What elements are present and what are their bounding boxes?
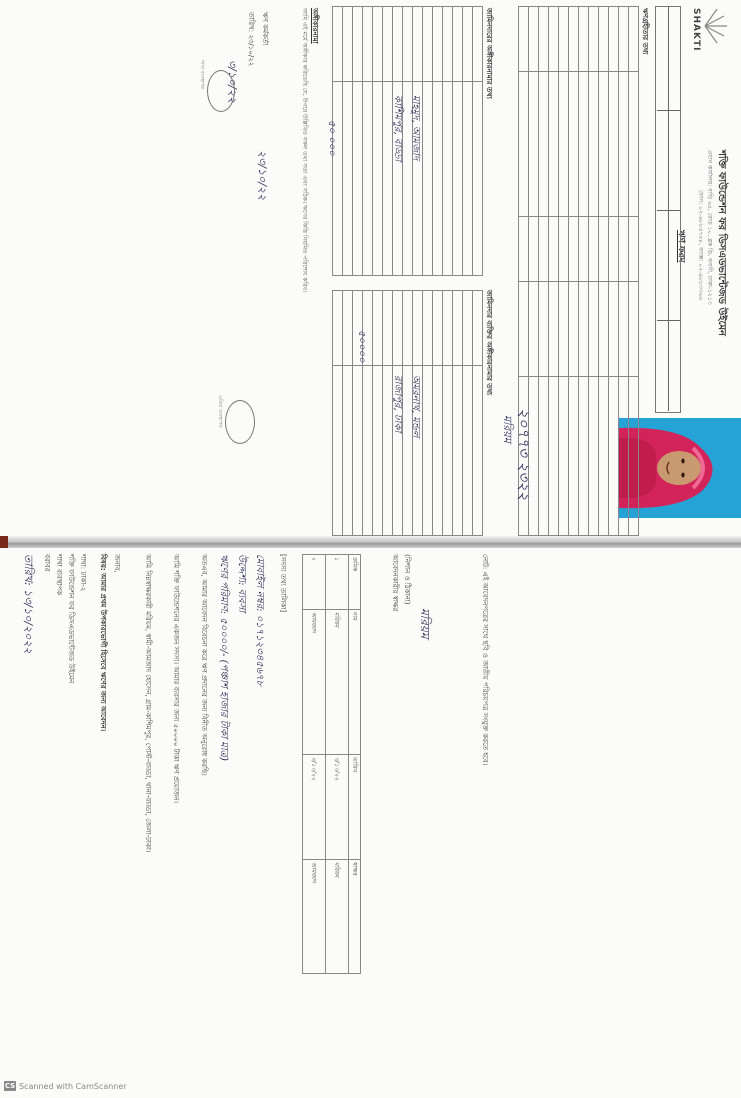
brand-name: SHAKTI bbox=[691, 8, 701, 52]
guarantor2-address: রাজাপুর, ঢাকা bbox=[392, 375, 403, 433]
section-guarantor-person: জামিনদার ব্যক্তির অঙ্গীকারনামার তথ্য bbox=[485, 290, 493, 396]
table-row bbox=[589, 7, 599, 536]
section-borrower-info: ঋণগ্রহীতার তথ্য bbox=[641, 8, 649, 55]
borrower-table bbox=[518, 6, 639, 536]
table-row bbox=[629, 7, 639, 536]
table-row bbox=[549, 7, 559, 536]
header-divider bbox=[668, 6, 669, 411]
branch-stamp-label: শাখা ব্যবস্থাপক bbox=[199, 60, 205, 90]
letter-body-3: অতএব, আমার আবেদন বিবেচনা করে ঋণ প্রদানের জন্য বিনীত অনুরোধ করছি। bbox=[200, 554, 208, 776]
officer-label: ঋণ কর্মকর্তা bbox=[261, 12, 269, 46]
declaration-text: আমি এই মর্মে অঙ্গীকার করিতেছি যে, উপরে উল্লিখিত সকল তথ্য সত্য এবং সঠিক। ঋণের কিস্তি নিয়মিত পরিশোধ করিব। bbox=[301, 8, 308, 293]
org-name: শক্তি ফাউন্ডেশন ফর ডিসএডভান্টেজড উইমেন bbox=[716, 150, 727, 336]
section-guarantor: জামিনদারের অঙ্গীকারনামার তথ্য bbox=[485, 8, 493, 99]
table-row bbox=[453, 7, 463, 276]
letter-date: তারিখ: ১৩/১০/২০২২ bbox=[22, 554, 35, 654]
table-row bbox=[423, 7, 433, 276]
table-row bbox=[433, 7, 443, 276]
loan-purpose: উদ্দেশ্য: ব্যবসা bbox=[236, 554, 247, 613]
org-address: প্রধান কার্যালয়: বাড়ি ৬৪, রোড ১০, ব্লক ডি, বনানী, ঢাকা-১২১৩ bbox=[706, 150, 713, 305]
header-col1 bbox=[657, 110, 681, 111]
officer-date: তারিখ: ২৩/১০/২২ bbox=[247, 12, 255, 67]
table-row bbox=[423, 291, 433, 536]
letter-org: শক্তি ফাউন্ডেশন ফর ডিসএডভান্টেজড উইমেন bbox=[67, 554, 75, 684]
guarantor-amount-left: ৫০ ০০০ bbox=[326, 120, 337, 156]
table-row bbox=[373, 7, 383, 276]
camscanner-watermark bbox=[4, 1081, 127, 1091]
letter-to: বরাবর bbox=[43, 554, 51, 572]
table-row bbox=[363, 7, 373, 276]
mobile-number: মোবাইল নম্বর: ০১৭১২৩৪৫৬৭৮ bbox=[254, 554, 265, 687]
table-row bbox=[343, 7, 353, 276]
header-col2 bbox=[657, 210, 681, 211]
table-row bbox=[463, 291, 473, 536]
member-number: ২০৭৭৩ ২৩২২ bbox=[515, 408, 533, 501]
table-row: ক্রমিক নাম তারিখ স্বাক্ষর bbox=[349, 555, 361, 974]
table-row bbox=[569, 7, 579, 536]
closing-sub: (নিশান ও ঠিকানা) bbox=[403, 554, 411, 605]
table-row bbox=[473, 291, 483, 536]
guarantor1-address: কাশিমপুর, বাড্ডা bbox=[392, 95, 403, 162]
table-row bbox=[619, 7, 629, 536]
table-row bbox=[463, 7, 473, 276]
table-row: ১ মরিয়ম ৩/১০/২২ মরিয়ম bbox=[326, 555, 349, 974]
shakti-logo bbox=[697, 6, 731, 46]
member-table-title: [সদস্য তথ্য তালিকা] bbox=[279, 554, 287, 613]
header-col3 bbox=[657, 320, 681, 321]
guarantor1-name: মাহমুদ, আমজাদ bbox=[410, 95, 421, 161]
camscanner-label: Scanned with CamScanner bbox=[19, 1081, 127, 1091]
section-declaration: অঙ্গীকারনামা bbox=[311, 8, 319, 44]
table-row bbox=[343, 291, 353, 536]
table-row bbox=[373, 291, 383, 536]
letter-to2: শাখা ব্যবস্থাপক bbox=[55, 554, 63, 596]
area-stamp bbox=[225, 400, 255, 444]
table-row bbox=[579, 7, 589, 536]
guarantor-amount: ৫০০০০ bbox=[356, 330, 367, 363]
letter-body-1: আমি নিম্নস্বাক্ষরকারী মরিয়ম, স্বামী-আমজাদ হোসেন, গ্রাম-কাশিমপুর, পোস্ট-বাড্ডা, থানা-বাড্ডা, জেলা-ঢাকা। bbox=[144, 554, 152, 853]
member-table bbox=[302, 554, 361, 974]
letter-salutation: জনাব, bbox=[113, 554, 121, 573]
area-stamp-label: এরিয়া ব্যবস্থাপক bbox=[217, 395, 223, 428]
table-row bbox=[599, 7, 609, 536]
letter-body-2: আমি শক্তি ফাউন্ডেশনের একজন সদস্য। আমার ব্যবসার জন্য ৫০০০০ টাকা ঋণ প্রয়োজন। bbox=[172, 554, 180, 803]
table-row bbox=[559, 7, 569, 536]
sun-logo-icon bbox=[701, 6, 731, 46]
loan-amount: ঋণের পরিমাণ: ৫০০০০/- (পঞ্চাশ হাজার টাকা মাত্র) bbox=[218, 554, 229, 761]
table-row bbox=[333, 291, 343, 536]
table-row bbox=[453, 291, 463, 536]
table-row bbox=[473, 7, 483, 276]
table-row bbox=[433, 291, 443, 536]
table-row: ২ আমজাদ ৩/১০/২২ আমজাদ bbox=[303, 555, 326, 974]
camscanner-logo-icon: CS bbox=[4, 1082, 16, 1090]
closing-label: আবেদনকারীর স্বাক্ষর bbox=[391, 554, 399, 612]
applicant-signature: মরিয়ম bbox=[418, 608, 432, 639]
table-row bbox=[609, 7, 619, 536]
table-row bbox=[353, 291, 363, 536]
form-sheet bbox=[0, 0, 741, 540]
table-row bbox=[539, 7, 549, 536]
form-title: ঋণ ফরম bbox=[676, 230, 686, 263]
org-phone: ফোন: ০২-৯৮৮৫৭৪৮, ফ্যাক্স: ০২-৯৮৮৩৩৬৪ bbox=[697, 190, 704, 301]
letter-branch: শাখা: ঢাকা-২ bbox=[79, 554, 87, 592]
branch-stamp bbox=[207, 70, 235, 112]
application-letter bbox=[0, 548, 741, 1098]
guarantor2-name: অমরনাথ, মন্ডল bbox=[410, 375, 421, 438]
table-row bbox=[363, 291, 373, 536]
table-row bbox=[443, 291, 453, 536]
borrower-name: মরিয়ম bbox=[501, 415, 514, 443]
letter-subject: বিষয়: আমার প্রথম উপকারভোগী হিসেবে ঋণের জন্য আবেদন। bbox=[99, 554, 107, 732]
table-row bbox=[443, 7, 453, 276]
signature-date-2: ৩/১০/২২ bbox=[226, 60, 239, 104]
signature-left: ২৩/১০/২২ bbox=[256, 150, 269, 201]
letter-footer-note: নোট: এই আবেদনপত্রের সাথে ছবি ও জাতীয় পরিচয়পত্র সংযুক্ত করতে হবে। bbox=[481, 554, 489, 766]
table-row bbox=[353, 7, 363, 276]
